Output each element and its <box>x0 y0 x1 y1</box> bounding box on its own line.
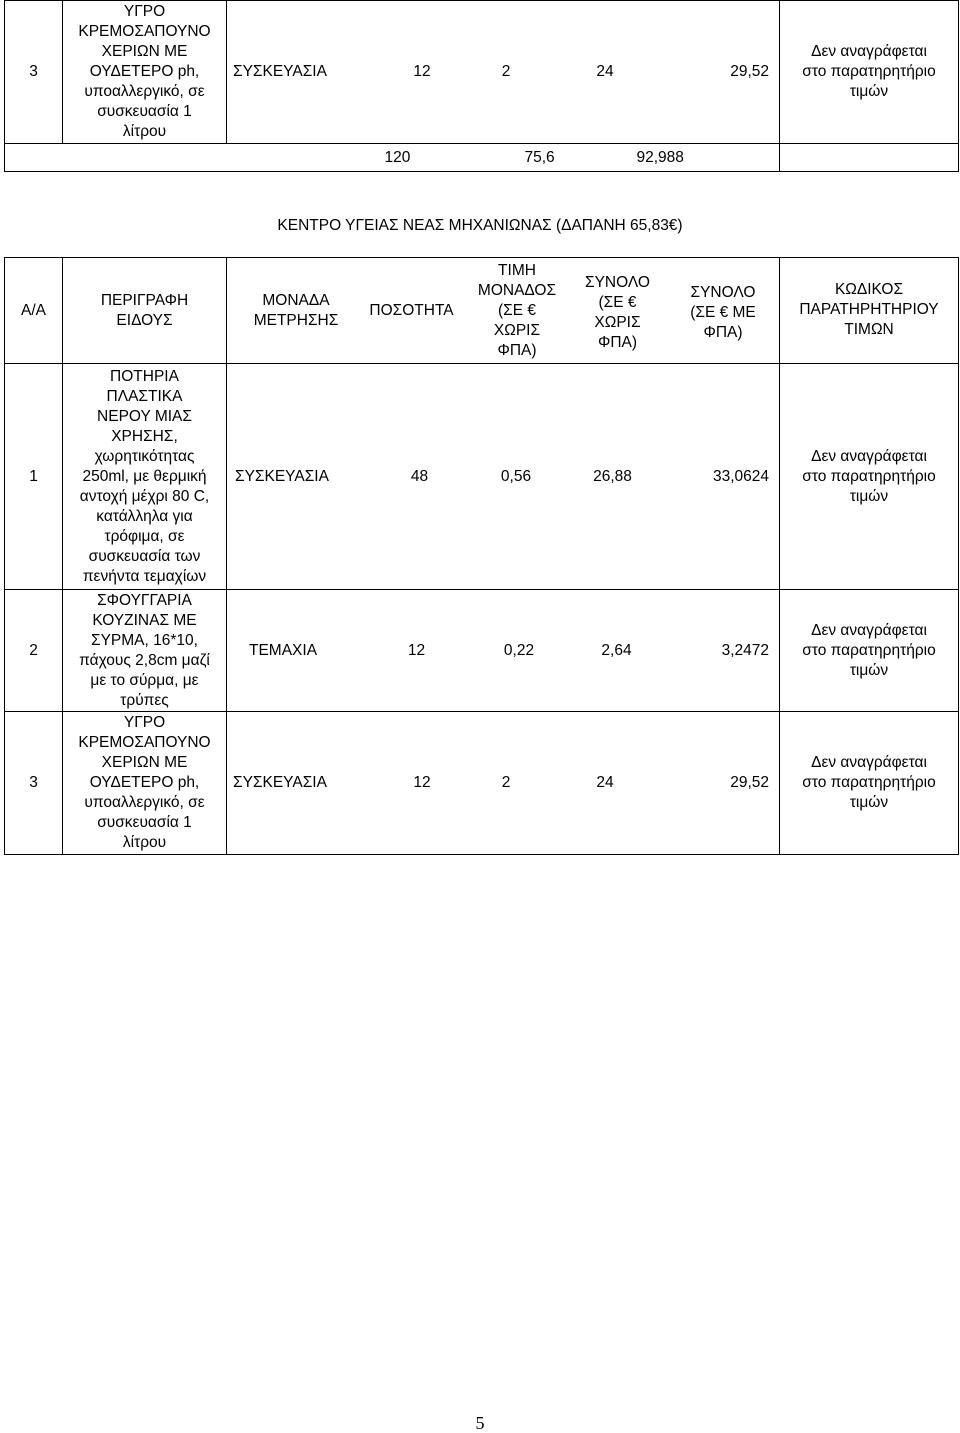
item-values <box>227 590 780 712</box>
total-no-vat-cell: 26,88 <box>593 467 632 485</box>
item-description: ΥΓΡΟ ΚΡΕΜΟΣΑΠΟΥΝΟ ΧΕΡΙΩΝ ΜΕ ΟΥΔΕΤΕΡΟ ph, υποαλλεργικό, σε συσκευασία 1 λίτρου <box>63 1 227 144</box>
continued-price-table <box>4 0 959 172</box>
item-values <box>227 364 780 590</box>
price-observatory-code: Δεν αναγράφεται στο παρατηρητήριο τιμών <box>780 712 959 855</box>
table-row <box>5 364 959 590</box>
quantity-cell: 12 <box>407 641 426 659</box>
header-unit: ΜΟΝΑΔΑ ΜΕΤΡΗΣΗΣ <box>253 291 339 329</box>
row-number: 1 <box>5 364 63 590</box>
total-vat-cell: 33,0624 <box>712 467 769 485</box>
table-row <box>5 590 959 712</box>
table-row <box>5 1 959 144</box>
total-no-vat-cell: 24 <box>596 63 614 80</box>
item-values <box>227 1 780 144</box>
table-row <box>5 712 959 855</box>
row-number: 3 <box>5 1 63 144</box>
price-table <box>4 257 959 855</box>
quantity-cell: 48 <box>410 467 429 485</box>
header-unit-price: ΤΙΜΗ ΜΟΝΑΔΟΣ (ΣΕ € ΧΩΡΙΣ ΦΠΑ) <box>477 261 557 359</box>
unit-price-cell: 2 <box>501 774 511 791</box>
total-no-vat-cell: 24 <box>596 774 614 791</box>
quantity-cell: 12 <box>413 774 431 791</box>
unit-cell: ΣΥΣΚΕΥΑΣΙΑ <box>235 467 329 485</box>
header-aa: Α/Α <box>5 258 63 364</box>
header-row <box>5 258 959 364</box>
item-description: ΥΓΡΟ ΚΡΕΜΟΣΑΠΟΥΝΟ ΧΕΡΙΩΝ ΜΕ ΟΥΔΕΤΕΡΟ ph, υποαλλεργικό, σε συσκευασία 1 λίτρου <box>63 712 227 855</box>
quantity-cell: 12 <box>413 63 431 80</box>
header-description: ΠΕΡΙΓΡΑΦΗ ΕΙΔΟΥΣ <box>63 258 227 364</box>
header-total-no-vat: ΣΥΝΟΛΟ (ΣΕ € ΧΩΡΙΣ ΦΠΑ) <box>585 273 650 351</box>
price-observatory-code: Δεν αναγράφεται στο παρατηρητήριο τιμών <box>780 1 959 144</box>
unit-cell: ΣΥΣΚΕΥΑΣΙΑ <box>233 63 327 80</box>
total-no-vat-cell: 2,64 <box>601 641 632 659</box>
price-observatory-code: Δεν αναγράφεται στο παρατηρητήριο τιμών <box>780 590 959 712</box>
unit-price-cell: 0,56 <box>500 467 532 485</box>
price-observatory-code: Δεν αναγράφεται στο παρατηρητήριο τιμών <box>780 364 959 590</box>
total-vat-cell: 3,2472 <box>721 641 769 659</box>
item-values <box>227 712 780 855</box>
header-total-vat: ΣΥΝΟΛΟ (ΣΕ € ΜΕ ΦΠΑ) <box>690 283 756 341</box>
unit-cell: ΣΥΣΚΕΥΑΣΙΑ <box>233 774 327 791</box>
row-number: 3 <box>5 712 63 855</box>
total-vat-cell: 29,52 <box>730 63 769 80</box>
total-quantity: 120 <box>384 148 411 166</box>
total-vat-cell: 29,52 <box>730 774 769 791</box>
totals-row <box>5 144 959 172</box>
unit-price-cell: 0,22 <box>503 641 535 659</box>
unit-price-cell: 2 <box>501 63 511 80</box>
total-no-vat: 75,6 <box>524 148 555 166</box>
page-number: 5 <box>475 1413 485 1433</box>
total-with-vat: 92,988 <box>636 148 684 166</box>
header-code: ΚΩΔΙΚΟΣ ΠΑΡΑΤΗΡΗΤΗΡΙΟΥ ΤΙΜΩΝ <box>780 258 959 364</box>
unit-cell: ΤΕΜΑΧΙΑ <box>249 641 318 659</box>
item-description: ΣΦΟΥΓΓΑΡΙΑ ΚΟΥΖΙΝΑΣ ΜΕ ΣΥΡΜΑ, 16*10, πάχους 2,8cm μαζί με το σύρμα, με τρύπες <box>63 590 227 712</box>
section-title: ΚΕΝΤΡΟ ΥΓΕΙΑΣ ΝΕΑΣ ΜΗΧΑΝΙΩΝΑΣ (ΔΑΠΑΝΗ 65,83€) <box>277 217 683 234</box>
row-number: 2 <box>5 590 63 712</box>
item-description: ΠΟΤΗΡΙΑ ΠΛΑΣΤΙΚΑ ΝΕΡΟΥ ΜΙΑΣ ΧΡΗΣΗΣ, χωρητικότητας 250ml, με θερμική αντοχή μέχρι 80 C, κατάλληλα για τρόφιμα, σε συσκευασία των πενήντα τεμαχίων <box>63 364 227 590</box>
header-quantity: ΠΟΣΟΤΗΤΑ <box>369 301 454 319</box>
